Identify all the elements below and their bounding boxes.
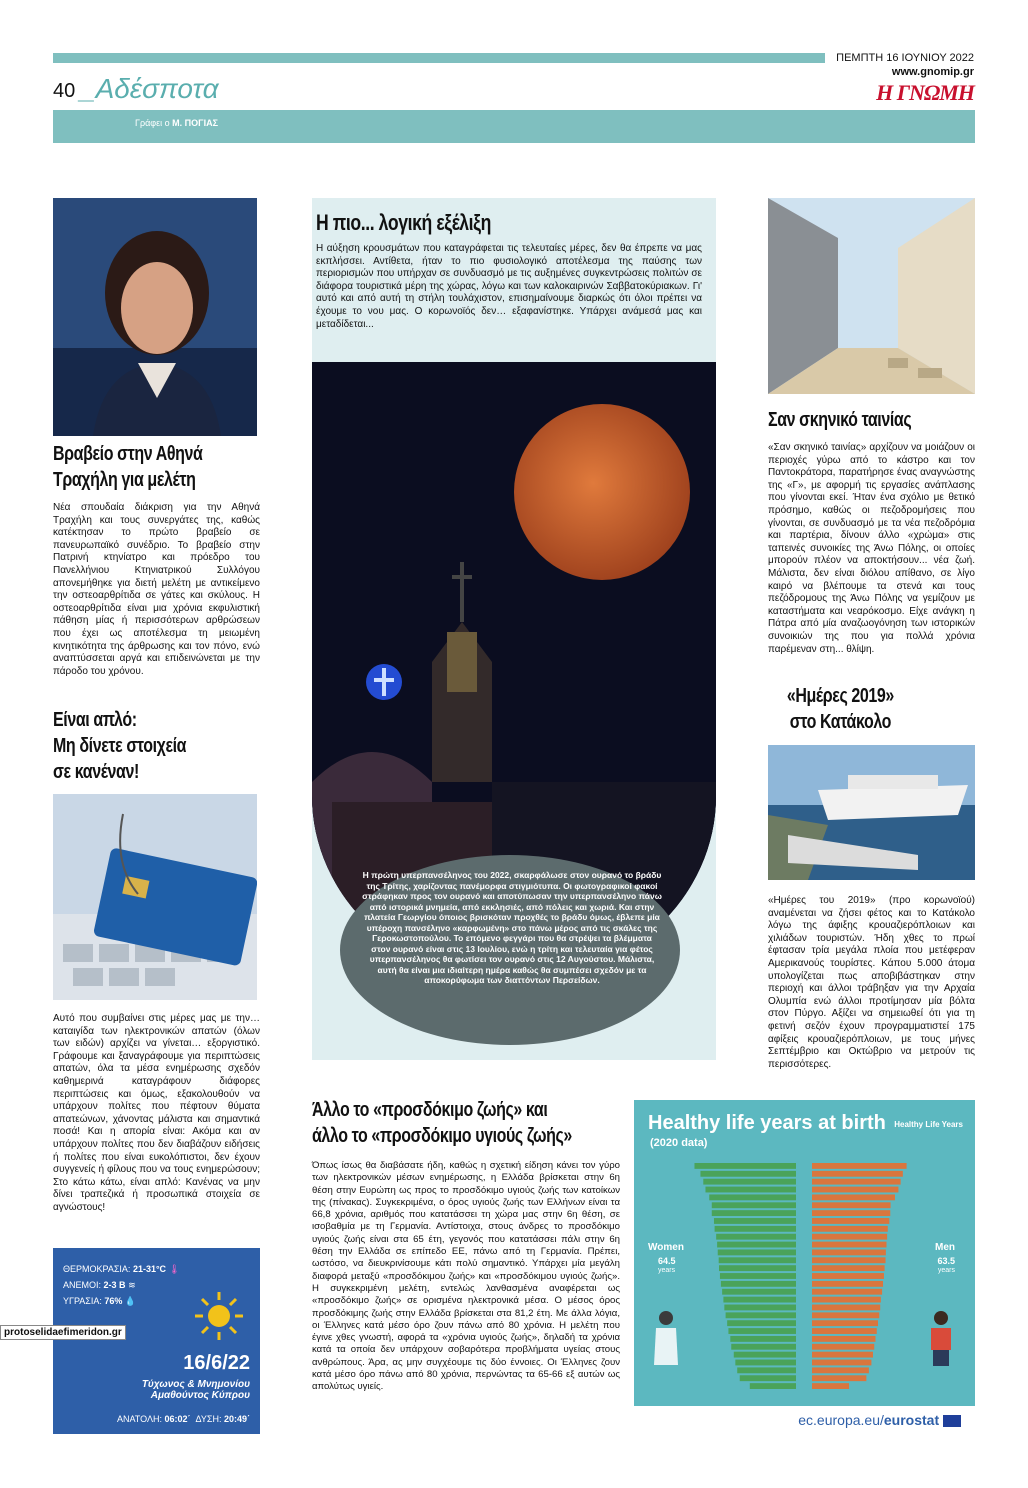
credit-card-image	[53, 794, 257, 1000]
women-bar	[719, 1257, 796, 1263]
women-bar	[724, 1305, 796, 1311]
award-headline	[53, 441, 263, 493]
men-bar	[812, 1297, 881, 1303]
logic-headline: Η πιο... λογική εξέλιξη	[316, 210, 491, 235]
women-bar	[712, 1202, 796, 1208]
men-bar	[812, 1249, 886, 1255]
sun-times: ΑΝΑΤΟΛΗ: 06:02΄ ΔΥΣΗ: 20:49΄	[116, 1414, 250, 1424]
chart-plot	[634, 1162, 975, 1390]
issue-date: ΠΕΜΠΤΗ 16 ΙΟΥΝΙΟΥ 2022	[836, 52, 974, 64]
men-bar	[812, 1305, 880, 1311]
thermometer-icon: 🌡	[168, 1264, 181, 1274]
simple-title-line1: Είναι απλό:	[53, 709, 137, 731]
men-bar	[812, 1375, 866, 1381]
men-bar	[812, 1187, 898, 1193]
women-bar	[734, 1352, 796, 1358]
men-bar	[812, 1163, 907, 1169]
women-bar	[735, 1360, 796, 1366]
portrait-photo	[53, 198, 257, 436]
men-bar	[812, 1179, 901, 1185]
women-bar	[720, 1273, 796, 1279]
cruise-photo	[768, 745, 975, 880]
men-bar	[812, 1265, 885, 1271]
men-bar	[812, 1226, 888, 1232]
life-headline	[312, 1097, 632, 1149]
katakolo-title-line2: στο Κατάκολο	[789, 711, 892, 733]
women-bar	[750, 1383, 796, 1389]
simple-headline	[53, 707, 263, 785]
men-bar	[812, 1257, 886, 1263]
weather-date: 16/6/22	[183, 1352, 250, 1374]
humidity-row: ΥΓΡΑΣΙΑ: 76% 💧	[63, 1296, 137, 1306]
women-bar	[694, 1163, 796, 1169]
men-bar	[812, 1194, 895, 1200]
cinema-body: «Σαν σκηνικό ταινίας» αρχίζουν να μοιάζουν οι περιοχές γύρω από το κάστρο και τον Παντοκράτορα, παρατήρησε ένας αναγνώστης της «Γ», με αφορμή τις εργασίες ανάπλασης που γίνονται εκεί. Ήταν ένα σχόλιο με θετικό πρόσημο, καθώς οι πεζοδρομήσεις που γίνονται, σε συνδυασμό με τα νέα πεζοδρόμια και παρτέρια, δίνουν άλλο «χρώμα» στις ταπεινές συνοικίες της Άνω Πόλης, οι οποίες μπορούν πλέον να αποκτήσουν... νέα ζωή. Μάλιστα, δεν είναι διόλου απίθανο, σε λίγο καιρό να βλέπουμε τα στενά και τους πεζόδρομους της Άνω Πόλης να γεμίζουν με καταστήματα και νεαρόκοσμο. Είχε ανάγκη η Πάτρα από μία αναζωογόνηση των ιστορικών συνοικιών της που για πολλά χρόνια παρέμεναν στη... θλίψη.	[768, 442, 975, 655]
life-body: Όπως ίσως θα διαβάσατε ήδη, καθώς η σχετική είδηση κάνει τον γύρο των ηλεκτρονικών μέσων ενημέρωσης, η Ελλάδα βρίσκεται στην 6η θέση στην Ευρώπη ως προς το προσδόκιμο υγιούς ζωής των κατοίκων της (πίνακας). Συγκεκριμένα, ο όρος υγιούς ζωής των Ελλήνων είναι τα 66,8 χρόνια, αριθμός που κατατάσσει τη χώρα μας στην 6η θέση, σε ισοβαθμία με τη Γερμανία. Αντίστοιχα, στους άνδρες το προσδόκιμο υγιούς ζωής είναι στα 65 έτη, γεγονός που κατατάσσει πάλι στην 6η θέση την Ελλάδα σε επίπεδο ΕΕ, πάνω από τη Γερμανία. Πρέπει, ωστόσο, να διευκρινίσουμε κάτι πολύ σημαντικό. Υπάρχει μία μεγάλη διαφορά μεταξύ «προσδόκιμου ζωής» και «προσδόκιμου υγιούς ζωής». Η συγκεκριμένη μελέτη, εντελώς λανθασμένα αναφέρεται ως «προσδόκιμο ζωής» σε ορισμένα ηλεκτρονικά μέσα. Ο μέσος όρος προσδόκιμης ζωής στην Ελλάδα βρίσκεται στα 81,2 έτη. Με άλλα λόγια, οι Έλληνες κατά μέσο όρο ζουν πάνω από 80 χρόνια. Η μελέτη που έγινε χθες γνωστή, αφορά τα «χρόνια υγιούς ζωής», δηλαδή τα χρόνια κατά τα οποία δεν υπάρχουν σοβαρότερα προβλήματα υγείας στους ανθρώπους. Άρα, ας μην συγχέουμε τις δύο έννοιες. Οι Έλληνες ζουν κατά μέσο όρο πάνω από 80 χρόνια, περνώντας τα 65-66 εξ αυτών ως απολύτως υγιείς.	[312, 1160, 620, 1393]
newspaper-logo: Η ΓΝΩΜΗ	[876, 80, 974, 105]
cruise-image	[768, 745, 975, 880]
women-bar	[740, 1375, 796, 1381]
header-bar	[53, 53, 825, 63]
men-bar	[812, 1367, 869, 1373]
men-bar	[812, 1289, 882, 1295]
women-bar	[722, 1289, 796, 1295]
women-bar	[727, 1320, 796, 1326]
chart-subtitle: (2020 data)	[650, 1137, 708, 1149]
women-bar	[737, 1367, 796, 1373]
women-bar	[709, 1194, 796, 1200]
men-bar	[812, 1328, 877, 1334]
women-bar	[721, 1281, 796, 1287]
men-bar	[812, 1360, 871, 1366]
life-title-line1: Άλλο το «προσδόκιμο ζωής» και	[312, 1099, 548, 1121]
women-bar	[728, 1328, 796, 1334]
women-bar	[730, 1336, 796, 1342]
katakolo-headline	[770, 683, 977, 735]
women-label: Women	[648, 1242, 684, 1253]
temperature-row: ΘΕΡΜΟΚΡΑΣΙΑ: 21-31°C 🌡	[63, 1264, 181, 1274]
men-bar	[812, 1202, 891, 1208]
women-bar	[723, 1297, 796, 1303]
men-bar	[812, 1171, 903, 1177]
watermark: protoselidaefimeridon.gr	[0, 1325, 126, 1340]
portrait-image	[53, 198, 257, 436]
men-label: Men	[935, 1242, 955, 1253]
women-bar	[726, 1312, 796, 1318]
moon-caption: Η πρώτη υπερπανσέληνος του 2022, σκαρφάλωσε στον ουρανό το βράδυ της Τρίτης, χαρίζοντας πανέμορφα στιγμιότυπα. Οι φωτογραφικοί φακοί στράφηκαν προς τον ουρανό και αποτύπωσαν την υπερπανσέληνο πάνω από ιστορικά μνημεία, από εκκλησιές, από πόλεις και χωριά. Και στην πλατεία Γεωργίου όποιος βρισκόταν προχθές το βράδυ όμως, έβλεπε μία υπέροχη πανσέληνο «καρφωμένη» στο πάνω μέρος από τις σκάλες της Γεροκωστοπούλου. Το επόμενο φεγγάρι που θα στρέψει τα βλέμματα στον ουρανό είναι στις 13 Ιουλίου, ενώ η τρίτη και τελευταία για φέτος υπερπανσέληνος θα φωτίσει τον ουρανό στις 12 Αυγούστου. Μάλιστα, αυτή θα είναι μια ιδιαίτερη ημέρα καθώς θα συμπέσει σχεδόν με τα αποκορύφωμα των διαττόντων Περσείδων.	[362, 870, 662, 985]
healthy-life-chart	[634, 1100, 975, 1434]
simple-title-line2: Μη δίνετε στοιχεία	[53, 735, 187, 757]
men-bar	[812, 1383, 849, 1389]
man-figure-icon	[927, 1310, 955, 1370]
award-title-line1: Βραβείο στην Αθηνά	[53, 443, 203, 465]
wind-icon: ≋	[128, 1280, 136, 1290]
men-bar	[812, 1242, 886, 1248]
sun-icon	[193, 1290, 245, 1342]
drop-icon: 💧	[124, 1296, 137, 1306]
woman-figure-icon	[652, 1310, 680, 1370]
life-title-line2: άλλο το «προσδόκιμο υγιούς ζωής»	[312, 1125, 572, 1147]
weather-box	[53, 1248, 260, 1434]
street-image	[768, 198, 975, 394]
men-value: 63.5	[937, 1256, 955, 1266]
men-bar	[812, 1210, 890, 1216]
women-bar	[718, 1249, 796, 1255]
chart-badge: Healthy Life Years	[894, 1120, 963, 1129]
eu-flag-icon	[943, 1415, 961, 1427]
site-url[interactable]: www.gnomip.gr	[891, 66, 974, 78]
women-bar	[712, 1210, 796, 1216]
street-photo	[768, 198, 975, 394]
women-bar	[719, 1265, 796, 1271]
men-unit: years	[937, 1267, 955, 1274]
men-bar	[812, 1344, 874, 1350]
credit-card-photo	[53, 794, 257, 1000]
men-bar	[812, 1218, 889, 1224]
chart-footer	[634, 1406, 975, 1434]
men-bar	[812, 1336, 875, 1342]
women-bar	[717, 1242, 796, 1248]
logic-body: Η αύξηση κρουσμάτων που καταγράφεται τις τελευταίες μέρες, δεν θα έπρεπε να μας εκπλήσσει. Αντίθετα, ήταν το πιο φυσιολογικό αποτέλεσμα της παύσης των περιορισμών που υπήρχαν σε συνδυασμό με τις αυξημένες συγκεντρώσεις πολιτών σε διάφορα τουριστικά μέρη της χώρας, λόγω και των καλοκαιρινών Σαββατοκύριακων. Γι' αυτό και από αυτή τη στήλη τουλάχιστον, επισημαίνουμε διαρκώς ότι όλοι πρέπει να έχουμε το νου μας. Ο κορωνοϊός δεν… εξαφανίστηκε. Υπάρχει ανάμεσά μας και μεταδίδεται...	[316, 243, 702, 330]
women-bar	[731, 1344, 796, 1350]
simple-body: Αυτό που συμβαίνει στις μέρες μας με την… καταιγίδα των ηλεκτρονικών απατών (όλων των ειδών) αρχίζει να γίνεται… εξοργιστικό. Γράφουμε και ξαναγράφουμε για περιπτώσεις απατών, όλα τα μέσα ενημέρωσης σχεδόν καθημερινά καταγράφουν διάφορες περιπτώσεις και όμως, εξακολουθούν να υπάρχουν πολίτες που πέφτουν θύματα απατεώνων, χάνοντας μάλιστα και σημαντικά ποσά! Και η απορία είναι: Ακόμα και αν υπάρχουν πολίτες που δεν διαβάζουν ειδήσεις ή πολίτες που είναι ευκολόπιστοι, δεν έχουν συγγενείς ή φίλους που να τους ενημερώσουν; Στο κάτω κάτω, είναι απλό: Κανένας να μην δίνει τραπεζικά ή προσωπικά στοιχεία σε αγνώστους!	[53, 1013, 260, 1213]
women-bar	[700, 1171, 796, 1177]
men-bar	[812, 1273, 884, 1279]
award-title-line2: Τραχήλη για μελέτη	[53, 469, 196, 491]
byline: Γράφει ο Μ. ΠΟΓΙΑΣ	[135, 118, 218, 128]
women-bar	[705, 1187, 796, 1193]
men-bar	[812, 1234, 887, 1240]
women-bar	[714, 1218, 796, 1224]
men-bar	[812, 1320, 878, 1326]
simple-title-line3: σε κανέναν!	[53, 761, 139, 783]
eurostat-credit: ec.europa.eu/eurostat	[798, 1412, 961, 1428]
women-bar	[703, 1179, 796, 1185]
women-value: 64.5	[658, 1256, 676, 1266]
chart-title: Healthy life years at birth	[648, 1112, 886, 1134]
cinema-headline: Σαν σκηνικό ταινίας	[768, 409, 912, 431]
award-body: Νέα σπουδαία διάκριση για την Αθηνά Τραχήλη και τους συνεργάτες της, καθώς κατέκτησαν το πρώτο βραβείο σε πανευρωπαϊκό συνέδριο. Το βραβείο στην Πατρινή κτηνίατρο και πρόεδρο του Πανελλήνιου Κτηνιατρικού Συλλόγου απονεμήθηκε για διετή μελέτη με αντικείμενο την οστεοαρθρίτιδα σε γάτες και σκύλους. Η οστεοαρθρίτιδα είναι μια χρόνια εκφυλιστική πάθηση μίας ή περισσότερων αρθρώσεων που έχει ως αποτέλεσμα τη μειωμένη κινητικότητα της άρθρωσης και τον πόνο, ενώ αναπτύσσεται αργά και επιδεινώνεται με την πάροδο του χρόνου.	[53, 502, 260, 677]
wind-row: ΑΝΕΜΟΙ: 2-3 Β ≋	[63, 1280, 136, 1290]
men-bar	[812, 1352, 873, 1358]
katakolo-body: «Ημέρες του 2019» (προ κορωνοϊού) αναμένεται να ζήσει φέτος και το Κατάκολο λόγω της άφιξης κρουαζιερόπλοιων και χιλιάδων τουριστών. Ήδη χθες το πρωί έφτασαν τρία μεγάλα πλοία που μετέφεραν Αμερικανούς τουρίστες. Κάπου 5.000 άτομα υπολογίζεται πως αποβιβάστηκαν στην περιοχή και άλλοι τράβηξαν για την Αρχαία Ολυμπία ενώ άλλοι προτίμησαν μία βόλτα στον Πύργο. Αξίζει να σημειωθεί ότι για τη φετινή σεζόν έχουν προγραμματιστεί 175 αφίξεις κρουαζιερόπλοιων, με τους μήνες Σεπτέμβριο και Οκτώβριο να μετρούν τις περισσότερες.	[768, 895, 975, 1070]
women-bar	[716, 1234, 796, 1240]
page-number: 40	[53, 80, 76, 102]
men-bar	[812, 1312, 879, 1318]
women-bar	[715, 1226, 796, 1232]
women-unit: years	[658, 1267, 676, 1274]
katakolo-title-line1: «Ημέρες 2019»	[786, 685, 894, 707]
saints: Τύχωνος & Μνημονίου Αμαθούντος Κύπρου	[141, 1379, 250, 1401]
section-title: _Αδέσποτα	[80, 73, 219, 104]
men-bar	[812, 1281, 883, 1287]
